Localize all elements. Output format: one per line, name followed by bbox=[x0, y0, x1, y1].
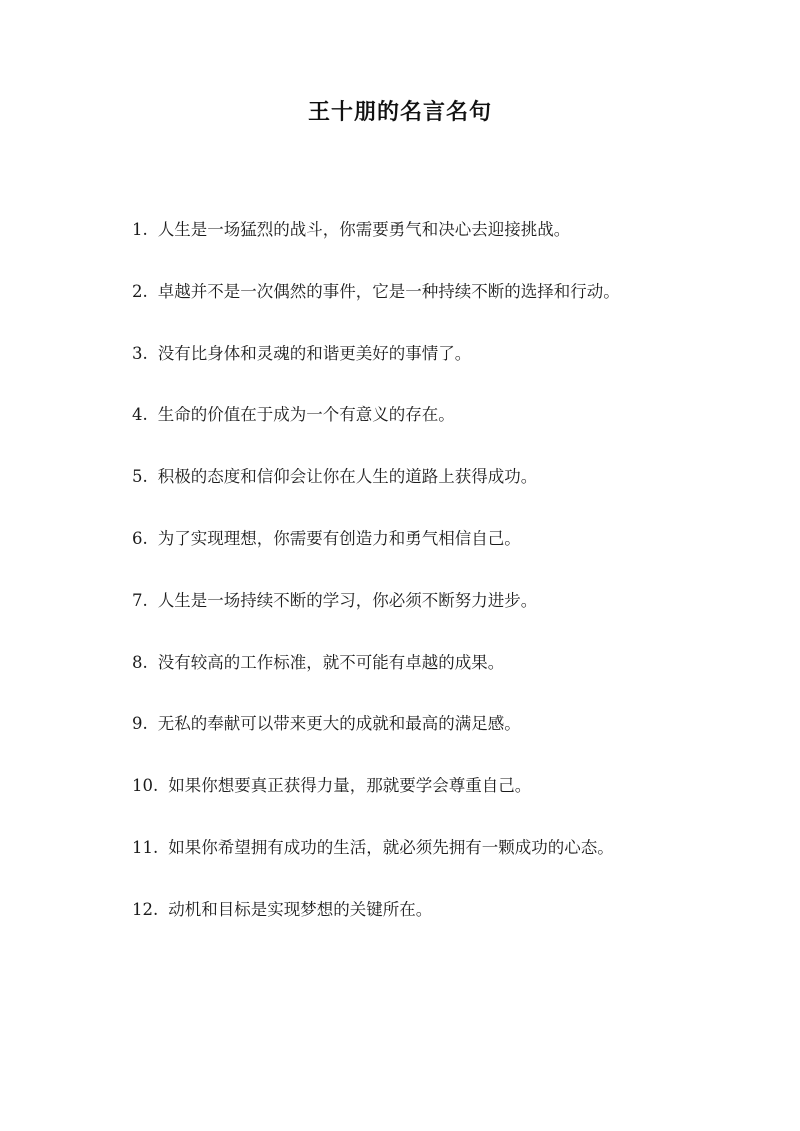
quote-number: 1. bbox=[132, 220, 148, 239]
quote-item-10 bbox=[132, 773, 732, 835]
quote-number: 6. bbox=[132, 528, 148, 548]
quote-number: 12. bbox=[132, 899, 159, 919]
quote-text: 没有较高的工作标准，就不可能有卓越的成果。 bbox=[157, 652, 505, 672]
quote-text: 无私的奉献可以带来更大的成就和最高的满足感。 bbox=[157, 714, 521, 734]
quote-text: 如果你想要真正获得力量，那就要学会尊重自己。 bbox=[168, 776, 532, 796]
quote-text: 人生是一场猛烈的战斗，你需要勇气和决心去迎接挑战。 bbox=[157, 220, 571, 239]
quote-item-12 bbox=[132, 897, 732, 959]
quote-number: 5. bbox=[132, 467, 148, 487]
quote-number: 11. bbox=[132, 837, 159, 857]
quote-item-1 bbox=[132, 217, 732, 279]
quote-text: 为了实现理想，你需要有创造力和勇气相信自己。 bbox=[157, 528, 521, 548]
quote-item-5 bbox=[132, 464, 732, 526]
quote-number: 9. bbox=[132, 714, 148, 734]
quote-item-4 bbox=[132, 402, 732, 464]
quote-item-9 bbox=[132, 711, 732, 773]
quote-item-8 bbox=[132, 650, 732, 712]
quote-number: 7. bbox=[132, 590, 148, 610]
quote-item-11 bbox=[132, 835, 732, 897]
quote-list bbox=[132, 217, 732, 959]
quote-text: 如果你希望拥有成功的生活，就必须先拥有一颗成功的心态。 bbox=[168, 837, 614, 857]
quote-item-7 bbox=[132, 588, 732, 650]
quote-number: 8. bbox=[132, 652, 148, 672]
quote-item-3 bbox=[132, 341, 732, 403]
quote-number: 4. bbox=[132, 405, 148, 425]
quote-text: 人生是一场持续不断的学习，你必须不断努力进步。 bbox=[157, 590, 538, 610]
quote-text: 生命的价值在于成为一个有意义的存在。 bbox=[157, 405, 455, 425]
quote-number: 3. bbox=[132, 343, 148, 363]
quote-text: 没有比身体和灵魂的和谐更美好的事情了。 bbox=[157, 343, 472, 363]
quote-number: 10. bbox=[132, 776, 159, 796]
quote-text: 积极的态度和信仰会让你在人生的道路上获得成功。 bbox=[157, 467, 538, 487]
quote-item-2 bbox=[132, 279, 732, 341]
page-title: 王十朋的名言名句 bbox=[307, 99, 492, 125]
quote-number: 2. bbox=[132, 281, 148, 301]
quote-text: 卓越并不是一次偶然的事件，它是一种持续不断的选择和行动。 bbox=[157, 281, 620, 301]
quote-text: 动机和目标是实现梦想的关键所在。 bbox=[168, 899, 433, 919]
quote-item-6 bbox=[132, 526, 732, 588]
